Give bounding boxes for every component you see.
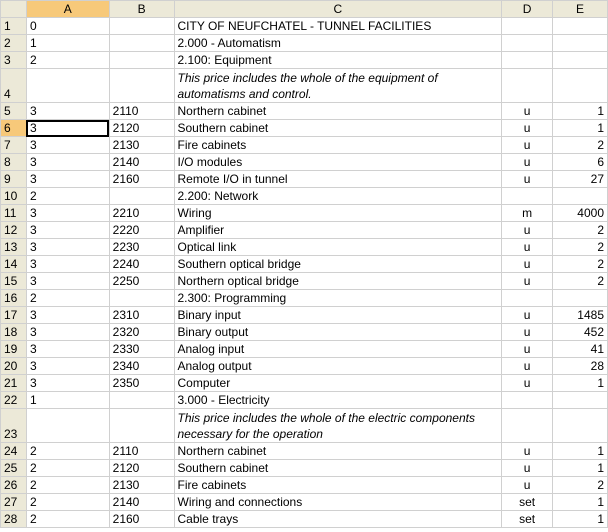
column-header-c[interactable]: C [174, 1, 502, 18]
cell-a[interactable]: 2 [26, 443, 109, 460]
cell-b[interactable]: 2350 [109, 375, 174, 392]
cell-b[interactable]: 2110 [109, 103, 174, 120]
cell-c[interactable]: Analog output [174, 358, 502, 375]
cell-a[interactable]: 3 [26, 222, 109, 239]
cell-b[interactable]: 2130 [109, 477, 174, 494]
cell-a[interactable]: 2 [26, 477, 109, 494]
row-header[interactable]: 19 [1, 341, 27, 358]
cell-c[interactable]: I/O modules [174, 154, 502, 171]
cell-a[interactable]: 2 [26, 290, 109, 307]
row-header[interactable]: 5 [1, 103, 27, 120]
row-header[interactable]: 24 [1, 443, 27, 460]
cell-d[interactable]: u [502, 375, 553, 392]
cell-d[interactable]: u [502, 222, 553, 239]
cell-b[interactable] [109, 18, 174, 35]
cell-b[interactable] [109, 392, 174, 409]
table-row [1, 137, 608, 154]
cell-d[interactable]: u [502, 273, 553, 290]
cell-e[interactable]: 1 [553, 120, 608, 137]
cell-a[interactable]: 3 [26, 256, 109, 273]
cell-d[interactable]: set [502, 511, 553, 528]
cell-c[interactable]: Wiring [174, 205, 502, 222]
table-row [1, 205, 608, 222]
table-row [1, 290, 608, 307]
cell-a[interactable]: 3 [26, 205, 109, 222]
cell-c[interactable]: Fire cabinets [174, 477, 502, 494]
cell-c[interactable]: Optical link [174, 239, 502, 256]
row-header[interactable]: 14 [1, 256, 27, 273]
cell-c[interactable]: Northern optical bridge [174, 273, 502, 290]
cell-d[interactable]: u [502, 103, 553, 120]
cell-b[interactable] [109, 290, 174, 307]
cell-a[interactable]: 1 [26, 392, 109, 409]
cell-e[interactable]: 1485 [553, 307, 608, 324]
table-row [1, 222, 608, 239]
cell-e[interactable]: 2 [553, 256, 608, 273]
row-header[interactable]: 21 [1, 375, 27, 392]
table-row [1, 35, 608, 52]
row-header[interactable]: 3 [1, 52, 27, 69]
cell-d[interactable]: u [502, 460, 553, 477]
cell-d[interactable]: m [502, 205, 553, 222]
cell-e[interactable]: 27 [553, 171, 608, 188]
table-row [1, 443, 608, 460]
row-header[interactable]: 10 [1, 188, 27, 205]
grid-body [1, 18, 608, 528]
table-row [1, 324, 608, 341]
cell-b[interactable]: 2110 [109, 443, 174, 460]
row-header[interactable]: 1 [1, 18, 27, 35]
cell-c[interactable]: Computer [174, 375, 502, 392]
table-row [1, 392, 608, 409]
cell-c[interactable]: 2.000 - Automatism [174, 35, 502, 52]
cell-b[interactable] [109, 35, 174, 52]
cell-b[interactable]: 2340 [109, 358, 174, 375]
cell-e[interactable] [553, 18, 608, 35]
cell-b[interactable] [109, 409, 174, 443]
cell-a[interactable]: 2 [26, 52, 109, 69]
cell-a[interactable]: 1 [26, 35, 109, 52]
row-header[interactable]: 12 [1, 222, 27, 239]
select-all-corner[interactable] [1, 1, 27, 18]
table-row [1, 375, 608, 392]
cell-a[interactable]: 3 [26, 307, 109, 324]
cell-a[interactable]: 3 [26, 103, 109, 120]
cell-a[interactable]: 3 [26, 154, 109, 171]
cell-e[interactable] [553, 69, 608, 103]
cell-e[interactable]: 28 [553, 358, 608, 375]
column-header-d[interactable]: D [502, 1, 553, 18]
cell-a[interactable] [26, 69, 109, 103]
cell-e[interactable]: 6 [553, 154, 608, 171]
cell-a[interactable]: 3 [26, 120, 109, 137]
cell-b[interactable]: 2130 [109, 137, 174, 154]
cell-c[interactable]: Amplifier [174, 222, 502, 239]
cell-d[interactable] [502, 35, 553, 52]
cell-b[interactable]: 2240 [109, 256, 174, 273]
cell-c[interactable]: This price includes the whole of the electric components necessary for the operation [174, 409, 502, 443]
column-header-row [1, 1, 608, 18]
cell-a[interactable]: 3 [26, 358, 109, 375]
cell-e[interactable] [553, 52, 608, 69]
table-row [1, 239, 608, 256]
cell-d[interactable]: u [502, 307, 553, 324]
cell-e[interactable]: 2 [553, 137, 608, 154]
cell-a[interactable]: 3 [26, 171, 109, 188]
cell-e[interactable] [553, 188, 608, 205]
row-header[interactable]: 15 [1, 273, 27, 290]
cell-c[interactable]: 3.000 - Electricity [174, 392, 502, 409]
column-header-b[interactable]: B [109, 1, 174, 18]
cell-b[interactable]: 2120 [109, 120, 174, 137]
table-row [1, 52, 608, 69]
table-row [1, 341, 608, 358]
cell-c[interactable]: 2.300: Programming [174, 290, 502, 307]
table-row [1, 120, 608, 137]
cell-e[interactable]: 1 [553, 443, 608, 460]
cell-b[interactable]: 2120 [109, 460, 174, 477]
cell-e[interactable]: 1 [553, 511, 608, 528]
cell-d[interactable] [502, 392, 553, 409]
table-row [1, 477, 608, 494]
table-row [1, 273, 608, 290]
cell-c[interactable]: 2.100: Equipment [174, 52, 502, 69]
cell-a[interactable]: 3 [26, 341, 109, 358]
cell-a[interactable]: 2 [26, 188, 109, 205]
cell-c[interactable]: Northern cabinet [174, 443, 502, 460]
row-header[interactable]: 18 [1, 324, 27, 341]
row-header[interactable]: 11 [1, 205, 27, 222]
cell-a[interactable]: 2 [26, 460, 109, 477]
cell-a[interactable]: 2 [26, 494, 109, 511]
table-row [1, 409, 608, 443]
table-row [1, 171, 608, 188]
table-row [1, 154, 608, 171]
cell-d[interactable]: set [502, 494, 553, 511]
cell-b[interactable] [109, 188, 174, 205]
row-header[interactable]: 8 [1, 154, 27, 171]
cell-b[interactable]: 2140 [109, 154, 174, 171]
table-row [1, 188, 608, 205]
cell-e[interactable] [553, 392, 608, 409]
cell-c[interactable]: Southern cabinet [174, 460, 502, 477]
cell-d[interactable]: u [502, 239, 553, 256]
cell-a[interactable]: 3 [26, 375, 109, 392]
row-header[interactable]: 6 [1, 120, 27, 137]
cell-e[interactable]: 2 [553, 273, 608, 290]
cell-a[interactable]: 3 [26, 273, 109, 290]
cell-c[interactable]: Analog input [174, 341, 502, 358]
cell-a[interactable]: 3 [26, 324, 109, 341]
cell-a[interactable]: 3 [26, 137, 109, 154]
cell-a[interactable]: 3 [26, 239, 109, 256]
cell-c[interactable]: Southern cabinet [174, 120, 502, 137]
cell-d[interactable]: u [502, 341, 553, 358]
cell-d[interactable]: u [502, 324, 553, 341]
row-header[interactable]: 27 [1, 494, 27, 511]
cell-b[interactable]: 2320 [109, 324, 174, 341]
cell-d[interactable]: u [502, 358, 553, 375]
cell-b[interactable]: 2160 [109, 171, 174, 188]
cell-d[interactable]: u [502, 443, 553, 460]
cell-c[interactable]: Fire cabinets [174, 137, 502, 154]
cell-a[interactable] [26, 409, 109, 443]
cell-e[interactable]: 4000 [553, 205, 608, 222]
cell-b[interactable]: 2330 [109, 341, 174, 358]
cell-b[interactable] [109, 52, 174, 69]
cell-d[interactable]: u [502, 171, 553, 188]
cell-d[interactable]: u [502, 120, 553, 137]
cell-b[interactable]: 2160 [109, 511, 174, 528]
cell-d[interactable] [502, 18, 553, 35]
cell-d[interactable] [502, 52, 553, 69]
cell-c[interactable]: Cable trays [174, 511, 502, 528]
table-row [1, 511, 608, 528]
cell-e[interactable]: 1 [553, 375, 608, 392]
cell-d[interactable] [502, 188, 553, 205]
row-header[interactable]: 7 [1, 137, 27, 154]
cell-e[interactable]: 1 [553, 460, 608, 477]
cell-e[interactable]: 1 [553, 103, 608, 120]
row-header[interactable]: 20 [1, 358, 27, 375]
row-header[interactable]: 22 [1, 392, 27, 409]
row-header[interactable]: 26 [1, 477, 27, 494]
cell-c[interactable]: Binary input [174, 307, 502, 324]
row-header[interactable]: 9 [1, 171, 27, 188]
row-header[interactable]: 25 [1, 460, 27, 477]
cell-e[interactable]: 452 [553, 324, 608, 341]
cell-e[interactable]: 2 [553, 239, 608, 256]
cell-b[interactable]: 2310 [109, 307, 174, 324]
column-header-a[interactable]: A [26, 1, 109, 18]
table-row [1, 18, 608, 35]
row-header[interactable]: 4 [1, 69, 27, 103]
table-row [1, 69, 608, 103]
cell-d[interactable]: u [502, 137, 553, 154]
cell-d[interactable]: u [502, 477, 553, 494]
cell-b[interactable]: 2230 [109, 239, 174, 256]
row-header[interactable]: 13 [1, 239, 27, 256]
cell-e[interactable]: 2 [553, 477, 608, 494]
row-header[interactable]: 16 [1, 290, 27, 307]
cell-e[interactable]: 1 [553, 494, 608, 511]
cell-c[interactable]: CITY OF NEUFCHATEL - TUNNEL FACILITIES [174, 18, 502, 35]
cell-d[interactable] [502, 409, 553, 443]
cell-b[interactable]: 2220 [109, 222, 174, 239]
table-row [1, 358, 608, 375]
cell-c[interactable]: Wiring and connections [174, 494, 502, 511]
cell-c[interactable]: This price includes the whole of the equipment of automatisms and control. [174, 69, 502, 103]
cell-c[interactable]: Binary output [174, 324, 502, 341]
cell-a[interactable]: 0 [26, 18, 109, 35]
cell-e[interactable] [553, 35, 608, 52]
row-header[interactable]: 2 [1, 35, 27, 52]
cell-d[interactable] [502, 290, 553, 307]
table-row [1, 103, 608, 120]
cell-e[interactable] [553, 409, 608, 443]
cell-b[interactable]: 2140 [109, 494, 174, 511]
table-row [1, 494, 608, 511]
cell-c[interactable]: Northern cabinet [174, 103, 502, 120]
cell-d[interactable] [502, 69, 553, 103]
row-header[interactable]: 17 [1, 307, 27, 324]
cell-e[interactable] [553, 290, 608, 307]
column-header-e[interactable]: E [553, 1, 608, 18]
table-row [1, 460, 608, 477]
cell-b[interactable]: 2250 [109, 273, 174, 290]
cell-e[interactable]: 2 [553, 222, 608, 239]
cell-e[interactable]: 41 [553, 341, 608, 358]
cell-c[interactable]: Southern optical bridge [174, 256, 502, 273]
cell-d[interactable]: u [502, 154, 553, 171]
cell-b[interactable] [109, 69, 174, 103]
table-row [1, 256, 608, 273]
cell-a[interactable]: 2 [26, 511, 109, 528]
row-header[interactable]: 23 [1, 409, 27, 443]
cell-c[interactable]: 2.200: Network [174, 188, 502, 205]
cell-d[interactable]: u [502, 256, 553, 273]
cell-c[interactable]: Remote I/O in tunnel [174, 171, 502, 188]
row-header[interactable]: 28 [1, 511, 27, 528]
table-row [1, 307, 608, 324]
cell-b[interactable]: 2210 [109, 205, 174, 222]
